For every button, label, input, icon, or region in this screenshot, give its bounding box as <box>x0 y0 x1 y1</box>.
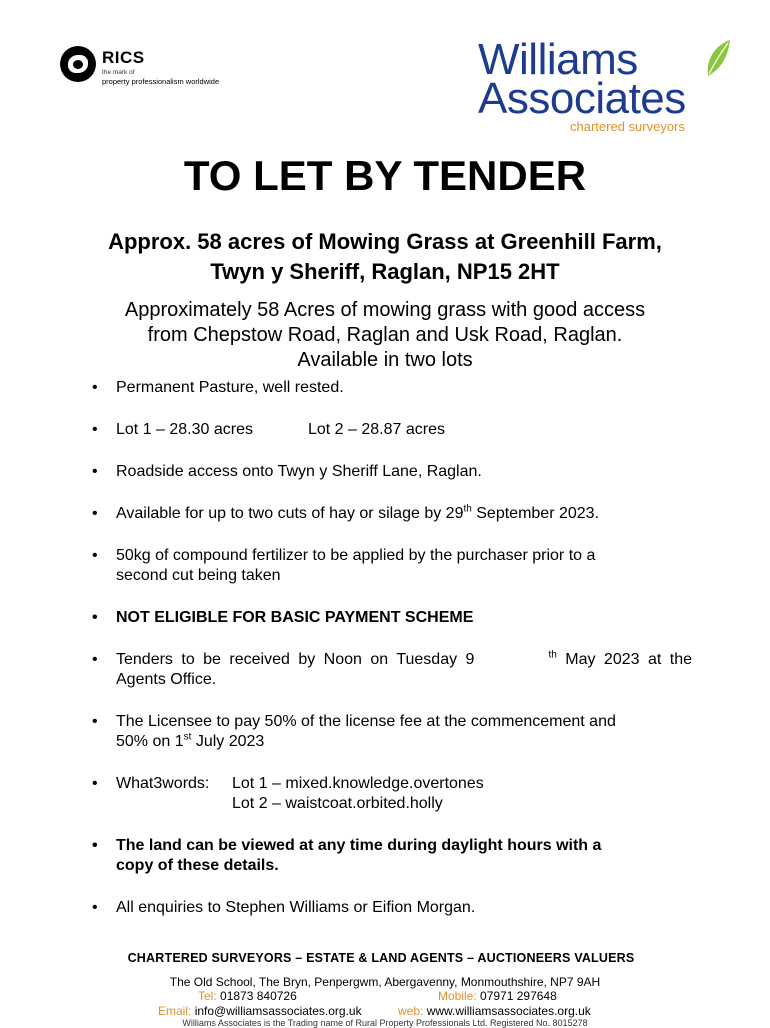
rics-tagline: property professionalism worldwide <box>102 77 220 86</box>
intro-text <box>20 298 750 373</box>
intro-line-2: from Chepstow Road, Raglan and Usk Road, Raglan. <box>147 324 623 346</box>
tenders-sup: th <box>548 649 557 661</box>
fee-text: 50% on 1 <box>116 733 184 750</box>
subtitle-line-2: Twyn y Sheriff, Raglan, NP15 2HT <box>210 259 560 284</box>
pasture-text: Permanent Pasture, well rested. <box>116 379 344 396</box>
tenders-text-end: May 2023 at the <box>556 651 692 668</box>
intro-line-1: Approximately 58 Acres of mowing grass with good access <box>124 299 646 321</box>
rics-tag-small: the mark of <box>102 69 135 76</box>
rics-lion-icon <box>60 46 96 82</box>
footer-title: CHARTERED SURVEYORS – ESTATE & LAND AGENTS – AUCTIONEERS VALUERS <box>127 951 635 965</box>
list-item-enquiries <box>92 898 692 918</box>
cuts-text-end: September 2023. <box>471 505 600 522</box>
cuts-sup: th <box>463 503 472 515</box>
footer-email <box>158 1004 362 1018</box>
details-list <box>92 378 692 918</box>
rics-name: RICS <box>102 48 145 67</box>
list-item-viewing <box>92 836 692 876</box>
tenders-line-2: Agents Office. <box>116 671 217 688</box>
logo-line-associates: Associates <box>478 74 686 123</box>
viewing-line-1: • The land can be viewed at any time during daylight hours with a <box>116 837 602 854</box>
list-item-lots <box>92 420 692 440</box>
footer-mobile <box>438 989 557 1003</box>
footer-web <box>398 1004 591 1018</box>
tel-number: 01873 840726 <box>220 989 297 1003</box>
leaf-icon <box>704 38 732 78</box>
bps-notice: NOT ELIGIBLE FOR BASIC PAYMENT SCHEME <box>116 609 474 626</box>
logo-line-williams: Williams <box>478 35 638 84</box>
footer-tel <box>198 989 297 1003</box>
list-item-access <box>92 462 692 482</box>
property-subtitle <box>20 227 750 287</box>
web-label: web: <box>398 1004 424 1018</box>
footer-registration: Williams Associates is the Trading name of Rural Property Professionals Ltd. Registered No. 8015278 <box>182 1018 588 1028</box>
fee-text-end: July 2023 <box>191 733 265 750</box>
web-link[interactable]: www.williamsassociates.org.uk <box>426 1004 591 1018</box>
cuts-text: Available for up to two cuts of hay or silage by 29 <box>116 505 464 522</box>
fee-line-1: • The Licensee to pay 50% of the license fee at the commencement and <box>116 713 616 730</box>
mobile-number: 07971 297648 <box>480 989 557 1003</box>
subtitle-line-1: Approx. 58 acres of Mowing Grass at Greenhill Farm, <box>108 229 662 254</box>
list-item-cuts <box>92 504 692 524</box>
access-text: Roadside access onto Twyn y Sheriff Lane, Raglan. <box>116 463 482 480</box>
tenders-text: • Tenders to be received by Noon on Tuesday 9 <box>116 651 475 668</box>
list-item-tenders <box>92 650 692 690</box>
w3w-label: What3words: <box>116 775 210 792</box>
email-link[interactable]: info@williamsassociates.org.uk <box>194 1004 362 1018</box>
fee-line-2 <box>116 732 692 752</box>
fee-sup: st <box>183 731 192 743</box>
w3w-lot2: Lot 2 – waistcoat.orbited.holly <box>232 795 443 812</box>
email-label: Email: <box>158 1004 192 1018</box>
page-title: TO LET BY TENDER <box>183 152 587 199</box>
lot1-text: Lot 1 – 28.30 acres <box>116 421 253 438</box>
rics-logo <box>60 44 250 92</box>
fertilizer-line-1: • 50kg of compound fertilizer to be applied by the purchaser prior to a <box>116 547 596 564</box>
tel-label: Tel: <box>198 989 217 1003</box>
enquiries-text: All enquiries to Stephen Williams or Eifion Morgan. <box>116 899 476 916</box>
mobile-label: Mobile: <box>438 989 477 1003</box>
williams-associates-logo <box>478 30 740 140</box>
footer-address: The Old School, The Bryn, Penpergwm, Abergavenny, Monmouthshire, NP7 9AH <box>169 975 601 989</box>
w3w-line-1 <box>116 774 692 794</box>
list-item-bps <box>92 608 692 628</box>
list-item-fertilizer <box>92 546 692 586</box>
intro-line-3: Available in two lots <box>297 349 473 371</box>
viewing-line-2: copy of these details. <box>116 857 279 874</box>
list-item-what3words <box>92 774 692 814</box>
list-item-fee <box>92 712 692 752</box>
w3w-lot1: Lot 1 – mixed.knowledge.overtones <box>232 775 484 792</box>
logo-tagline: chartered surveyors <box>570 119 685 134</box>
tenders-line-1 <box>116 650 692 670</box>
fertilizer-line-2: second cut being taken <box>116 567 281 584</box>
list-item-pasture <box>92 378 692 398</box>
lot2-text: Lot 2 – 28.87 acres <box>307 421 445 438</box>
